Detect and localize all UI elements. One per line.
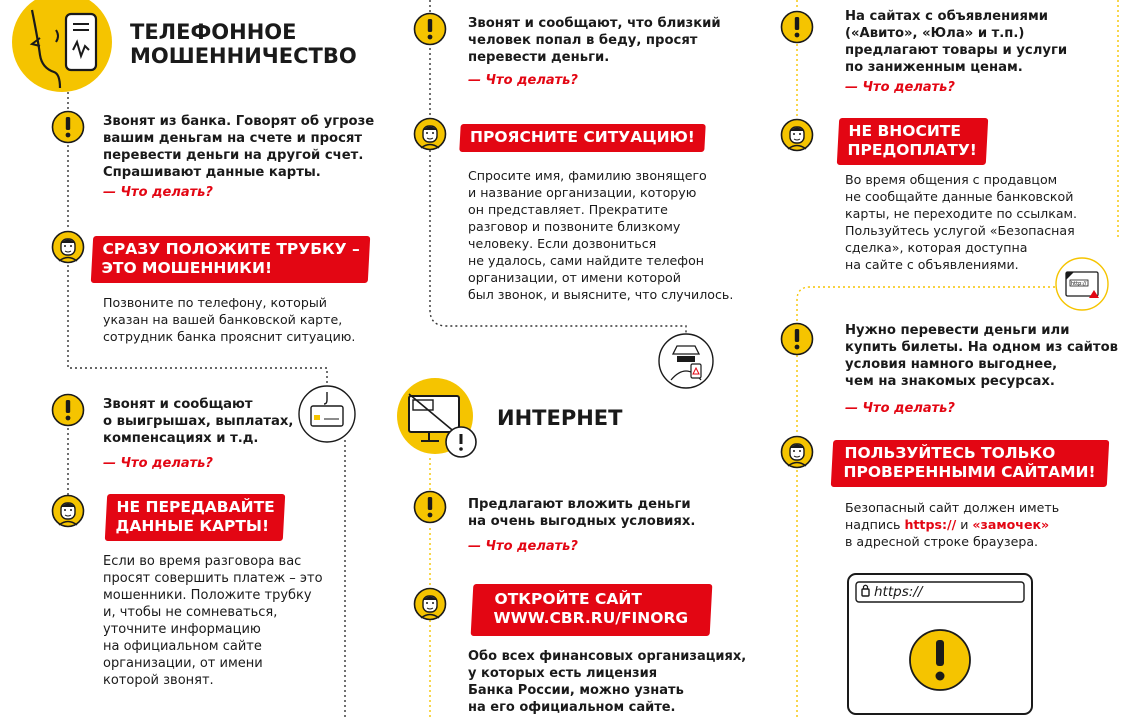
- expert-face-icon: [51, 230, 85, 264]
- middle-case1-answer: ПРОЯСНИТЕ СИТУАЦИЮ!: [459, 124, 705, 152]
- warning-icon: [413, 490, 447, 524]
- expert-face-icon: [51, 494, 85, 528]
- fake-site-label: http://: [1071, 281, 1087, 287]
- middle-case2-question: Предлагают вложить деньги на очень выгодных условиях.: [468, 497, 696, 529]
- expert-face-icon: [780, 435, 814, 469]
- phone-case1-answer: СРАЗУ ПОЛОЖИТЕ ТРУБКУ – ЭТО МОШЕННИКИ!: [91, 236, 371, 283]
- warning-icon: [413, 12, 447, 46]
- right-case2-text-line3: в адресной строке браузера.: [845, 534, 1039, 549]
- fake-site-icon: [1054, 256, 1110, 312]
- phone-case2-question: Звонят и сообщают о выигрышах, выплатах, компенсациях и т.д.: [103, 397, 294, 446]
- middle-case2-text: Обо всех финансовых организациях, у которых есть лицензия Банка России, можно узнать на его официальном сайте.: [468, 649, 747, 715]
- lock-highlight: «замочек»: [972, 517, 1050, 532]
- right-case2-text: [845, 499, 1059, 550]
- expert-face-icon: [413, 587, 447, 621]
- expert-face-icon: [413, 117, 447, 151]
- middle-case1-ask: — Что делать?: [468, 73, 578, 88]
- address-bar-text: https://: [874, 584, 923, 600]
- warning-icon: [51, 110, 85, 144]
- hacker-icon: [657, 332, 715, 390]
- phone-case2-text: Если во время разговора вас просят совершить платеж – это мошенники. Положите трубку и, чтобы не сомневаться, уточните информацию на официальном сайте организации, от имени которой звонят.: [103, 554, 323, 688]
- internet-fraud-icon: [395, 376, 491, 462]
- warning-icon: [780, 10, 814, 44]
- right-case1-text: Во время общения с продавцом не сообщайте данные банковской карты, не переходите по ссылкам. Пользуйтесь услугой «Безопасная сделка», которая доступна на сайте с объявлениями.: [845, 172, 1078, 272]
- phone-case1-ask: — Что делать?: [103, 185, 213, 200]
- warning-icon: [780, 322, 814, 356]
- right-case1-ask: — Что делать?: [845, 80, 955, 95]
- phone-case2-answer: НЕ ПЕРЕДАВАЙТЕ ДАННЫЕ КАРТЫ!: [105, 494, 286, 541]
- https-highlight: https://: [904, 517, 957, 532]
- right-case1-answer: НЕ ВНОСИТЕ ПРЕДОПЛАТУ!: [837, 118, 989, 165]
- secure-browser-illustration: [840, 572, 1040, 718]
- right-case2-text-line1: Безопасный сайт должен иметь: [845, 500, 1060, 515]
- warning-icon: [51, 393, 85, 427]
- right-case2-answer: ПОЛЬЗУЙТЕСЬ ТОЛЬКО ПРОВЕРЕННЫМИ САЙТАМИ!: [831, 440, 1110, 487]
- phone-case2-ask: — Что делать?: [103, 456, 213, 471]
- expert-face-icon: [780, 118, 814, 152]
- right-case1-question: На сайтах с объявлениями («Авито», «Юла» и т.п.) предлагают товары и услуги по заниженным ценам.: [845, 9, 1068, 75]
- right-case2-text-line2: надпись https:// и «замочек»: [845, 517, 1050, 532]
- right-case2-question: Нужно перевести деньги или купить билеты. На одном из сайтов условия намного выгоднее, чем на знакомых ресурсах.: [845, 323, 1118, 389]
- middle-case2-answer: ОТКРОЙТЕ САЙТ WWW.CBR.RU/FINORG: [471, 584, 712, 636]
- middle-case1-text: Спросите имя, фамилию звонящего и название организации, которую он представляет. Прекратите разговор и позвоните близкому человеку. Если дозвониться не удалось, сами найдите телефон организации, от имени которой был звонок, и выясните, что случилось.: [468, 168, 734, 302]
- right-case2-ask: — Что делать?: [845, 401, 955, 416]
- bank-card-icon: [297, 384, 357, 444]
- middle-case2-ask: — Что делать?: [468, 539, 578, 554]
- phone-fraud-icon: [10, 0, 118, 92]
- phone-fraud-title: ТЕЛЕФОННОЕ МОШЕННИЧЕСТВО: [130, 20, 357, 68]
- middle-case1-question: Звонят и сообщают, что близкий человек попал в беду, просят перевести деньги.: [468, 16, 721, 65]
- phone-case1-text: Позвоните по телефону, который указан на вашей банковской карте, сотрудник банка прояснит ситуацию.: [103, 295, 356, 344]
- phone-case1-question: Звонят из банка. Говорят об угрозе вашим деньгам на счете и просят перевести деньги на другой счет. Спрашивают данные карты.: [103, 114, 375, 180]
- internet-title: ИНТЕРНЕТ: [497, 406, 623, 430]
